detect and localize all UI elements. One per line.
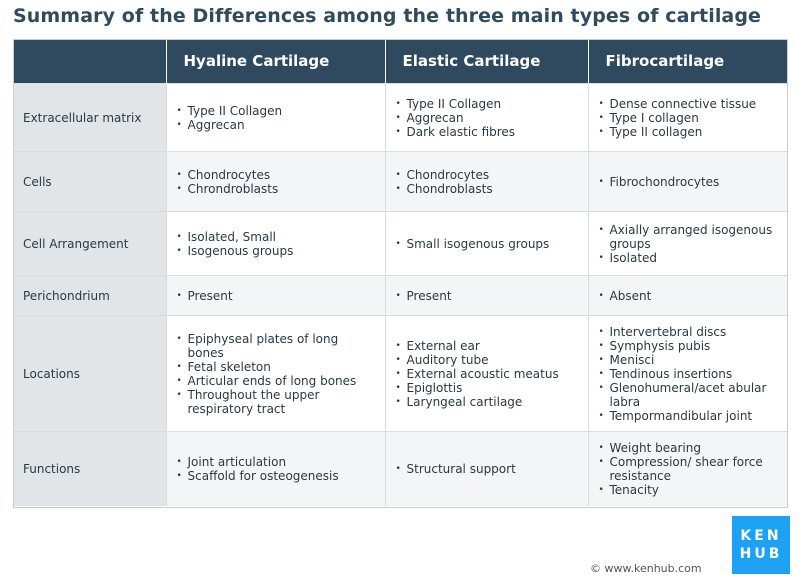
list-item: • Chondrocytes [396, 168, 580, 182]
list-item: • Absent [599, 289, 781, 303]
list-item: • Fetal skeleton [177, 360, 377, 374]
table-row [13, 212, 788, 276]
row-label: Extracellular matrix [13, 84, 166, 152]
table-cell [385, 152, 588, 212]
table-row [13, 432, 788, 506]
logo-line-1: KEN [740, 528, 782, 544]
list-item: • Tempormandibular joint [599, 409, 781, 423]
list-item: • Intervertebral discs [599, 325, 781, 339]
list-item: • Aggrecan [177, 118, 377, 132]
header-corner [13, 39, 166, 84]
bullet-list [177, 168, 377, 196]
bullet-list [177, 104, 377, 132]
list-item: • Dark elastic fibres [396, 125, 580, 139]
table-cell [588, 276, 788, 316]
bullet-list [599, 223, 781, 265]
comparison-table [13, 39, 788, 506]
list-item: • Type I collagen [599, 111, 781, 125]
bullet-list [599, 325, 781, 423]
table-row [13, 152, 788, 212]
header-hyaline: Hyaline Cartilage [166, 39, 385, 84]
table-cell [385, 212, 588, 276]
list-item: • Scaffold for osteogenesis [177, 469, 377, 483]
table-cell [166, 212, 385, 276]
list-item: • Isolated [599, 251, 781, 265]
bullet-list [599, 289, 781, 303]
list-item: • Type II Collagen [396, 97, 580, 111]
copyright-text: © www.kenhub.com [590, 562, 702, 575]
list-item: • External acoustic meatus [396, 367, 580, 381]
table-cell [385, 316, 588, 432]
list-item: • Aggrecan [396, 111, 580, 125]
list-item: • Compression/ shear force resistance [599, 455, 781, 483]
row-label: Cell Arrangement [13, 212, 166, 276]
list-item: • Weight bearing [599, 441, 781, 455]
bullet-list [177, 289, 377, 303]
list-item: • Tendinous insertions [599, 367, 781, 381]
bullet-list [177, 455, 377, 483]
list-item: • Structural support [396, 462, 580, 476]
table-cell [588, 152, 788, 212]
list-item: • Symphysis pubis [599, 339, 781, 353]
list-item: • Epiglottis [396, 381, 580, 395]
bullet-list [177, 332, 377, 416]
row-label: Cells [13, 152, 166, 212]
bullet-list [599, 97, 781, 139]
bullet-list [599, 175, 781, 189]
list-item: • Present [177, 289, 377, 303]
list-item: • Auditory tube [396, 353, 580, 367]
list-item: • Joint articulation [177, 455, 377, 469]
list-item: • Fibrochondrocytes [599, 175, 781, 189]
page-title: Summary of the Differences among the three main types of cartilage [13, 5, 762, 27]
bullet-list [599, 441, 781, 497]
bullet-list [396, 97, 580, 139]
table-cell [588, 432, 788, 506]
table-cell [385, 432, 588, 506]
table-cell [166, 152, 385, 212]
list-item: • Glenohumeral/acet abular labra [599, 381, 781, 409]
list-item: • Epiphyseal plates of long bones [177, 332, 377, 360]
table-cell [588, 212, 788, 276]
table-cell [166, 316, 385, 432]
list-item: • Chondrocytes [177, 168, 377, 182]
list-item: • Axially arranged isogenous groups [599, 223, 781, 251]
bullet-list [396, 462, 580, 476]
row-label: Perichondrium [13, 276, 166, 316]
table-cell [588, 84, 788, 152]
row-label: Locations [13, 316, 166, 432]
list-item: • External ear [396, 339, 580, 353]
bullet-list [396, 237, 580, 251]
table-cell [166, 276, 385, 316]
list-item: • Articular ends of long bones [177, 374, 377, 388]
list-item: • Laryngeal cartilage [396, 395, 580, 409]
list-item: • Isogenous groups [177, 244, 377, 258]
kenhub-logo [732, 516, 790, 574]
header-fibro: Fibrocartilage [588, 39, 788, 84]
list-item: • Menisci [599, 353, 781, 367]
header-row [13, 39, 788, 84]
list-item: • Type II collagen [599, 125, 781, 139]
list-item: • Tenacity [599, 483, 781, 497]
row-label: Functions [13, 432, 166, 506]
list-item: • Throughout the upper respiratory tract [177, 388, 377, 416]
list-item: • Isolated, Small [177, 230, 377, 244]
list-item: • Chondroblasts [396, 182, 580, 196]
table-cell [588, 316, 788, 432]
list-item: • Present [396, 289, 580, 303]
bullet-list [396, 289, 580, 303]
table-row [13, 276, 788, 316]
list-item: • Type II Collagen [177, 104, 377, 118]
table-row [13, 316, 788, 432]
list-item: • Small isogenous groups [396, 237, 580, 251]
table-cell [166, 84, 385, 152]
bullet-list [177, 230, 377, 258]
list-item: • Chrondroblasts [177, 182, 377, 196]
bullet-list [396, 339, 580, 409]
bullet-list [396, 168, 580, 196]
logo-line-2: HUB [739, 546, 783, 562]
table-cell [166, 432, 385, 506]
header-elastic: Elastic Cartilage [385, 39, 588, 84]
table-cell [385, 276, 588, 316]
list-item: • Dense connective tissue [599, 97, 781, 111]
table-cell [385, 84, 588, 152]
table-row [13, 84, 788, 152]
